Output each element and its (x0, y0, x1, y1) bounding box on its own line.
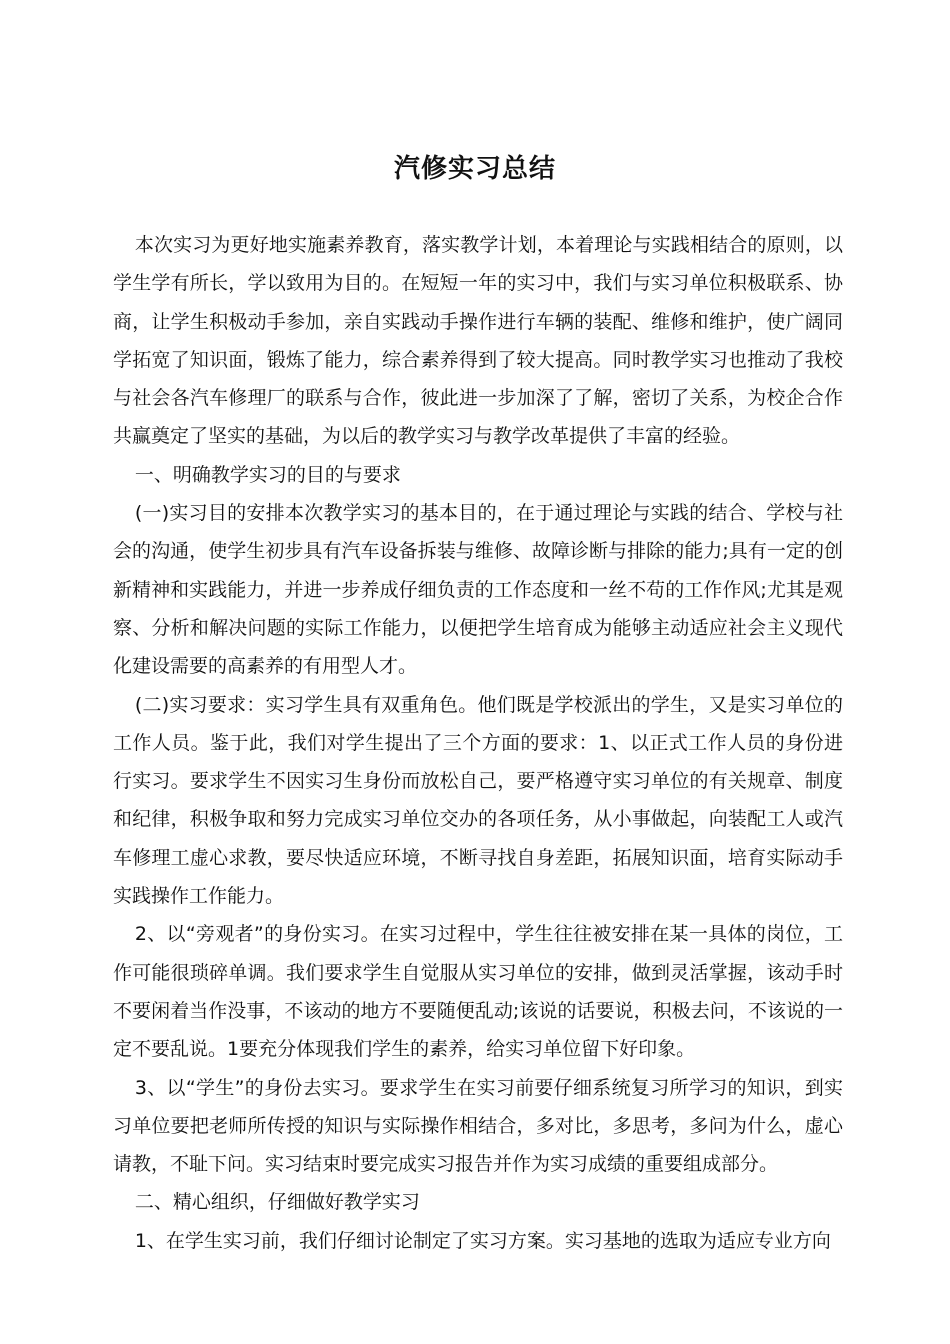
section-heading-2: 二、精心组织，仔细做好教学实习 (134, 1191, 420, 1214)
document-body (113, 226, 843, 1260)
paragraph-intro: 本次实习为更好地实施素养教育，落实教学计划，本着理论与实践相结合的原则，以学生学有所长，学以致用为目的。在短短一年的实习中，我们与实习单位积极联系、协商，让学生积极动手参加，亲自实践动手操作进行车辆的装配、维修和维护，使广阔同学拓宽了知识面，锻炼了能力，综合素养得到了较大提高。同时教学实习也推动了我校与社会各汽车修理厂的联系与合作，彼此进一步加深了了解，密切了关系，为校企合作共赢奠定了坚实的基础，为以后的教学实习与教学改革提供了丰富的经验。 (113, 234, 843, 448)
document-title: 汽修实习总结 (393, 154, 556, 185)
paragraph-requirements: (二)实习要求：实习学生具有双重角色。他们既是学校派出的学生，又是实习单位的工作人员。鉴于此，我们对学生提出了三个方面的要求：1、以正式工作人员的身份进行实习。要求学生不因实习生身份而放松自己，要严格遵守实习单位的有关规章、制度和纪律，积极争取和努力完成实习单位交办的各项任务，从小事做起，向装配工人或汽车修理工虚心求教，要尽快适应环境，不断寻找自身差距，拓展知识面，培育实际动手实践操作工作能力。 (113, 693, 843, 908)
paragraph-purpose: (一)实习目的安排本次教学实习的基本目的，在于通过理论与实践的结合、学校与社会的沟通，使学生初步具有汽车设备拆装与维修、故障诊断与排除的能力;具有一定的创新精神和实践能力，并进一步养成仔细负责的工作态度和一丝不苟的工作作风;尤其是观察、分析和解决问题的实际工作能力，以便把学生培育成为能够主动适应社会主义现代化建设需要的高素养的有用型人才。 (113, 502, 843, 678)
paragraph-observer: 2、以“旁观者”的身份实习。在实习过程中，学生往往被安排在某一具体的岗位，工作可能很琐碎单调。我们要求学生自觉服从实习单位的安排，做到灵活掌握，该动手时不要闲着当作没事，不该动的地方不要随便乱动;该说的话要说，积极去问，不该说的一定不要乱说。1要充分体现我们学生的素养，给实习单位留下好印象。 (113, 923, 843, 1061)
section-heading-1: 一、明确教学实习的目的与要求 (134, 463, 401, 486)
paragraph-preparation: 1、在学生实习前，我们仔细讨论制定了实习方案。实习基地的选取为适应专业方向 (134, 1229, 831, 1252)
paragraph-student: 3、以“学生”的身份去实习。要求学生在实习前要仔细系统复习所学习的知识，到实习单位要把老师所传授的知识与实际操作相结合，多对比，多思考，多问为什么，虚心请教，不耻下问。实习结束时要完成实习报告并作为实习成绩的重要组成部分。 (113, 1076, 843, 1176)
